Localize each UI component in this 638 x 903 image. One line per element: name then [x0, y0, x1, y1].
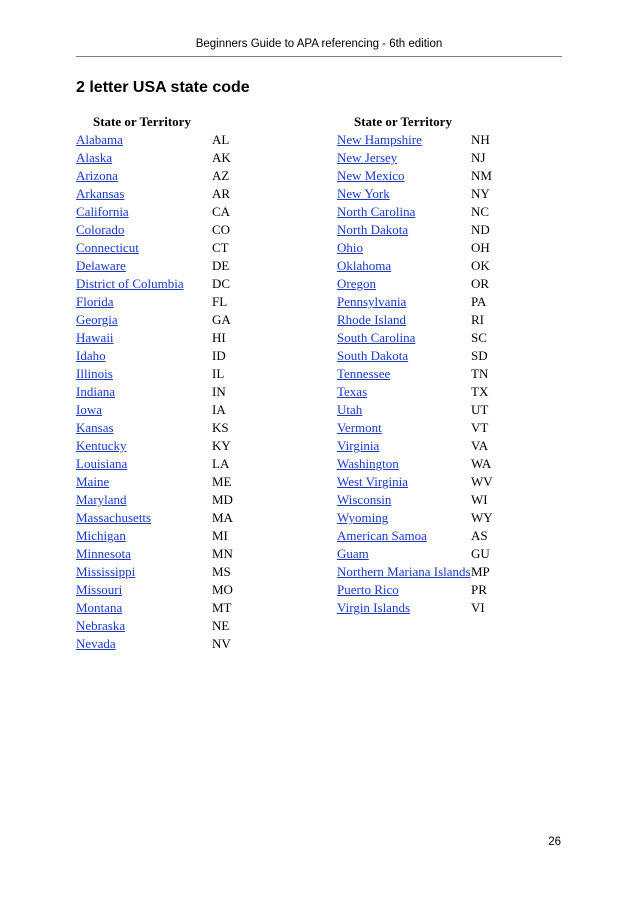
state-code: PA — [471, 294, 487, 309]
state-code: MT — [212, 600, 232, 615]
state-name-link[interactable]: Washington — [337, 456, 399, 471]
state-row — [337, 563, 493, 581]
state-name-link[interactable]: Kentucky — [76, 438, 127, 453]
state-row — [76, 617, 233, 635]
state-code: ME — [212, 474, 232, 489]
state-code: LA — [212, 456, 230, 471]
state-name-link[interactable]: Pennsylvania — [337, 294, 407, 309]
state-name-link[interactable]: Iowa — [76, 402, 102, 417]
state-code: AR — [212, 186, 231, 201]
page-title: 2 letter USA state code — [76, 79, 250, 96]
state-code: KY — [212, 438, 231, 453]
state-row — [76, 365, 233, 383]
state-row — [76, 599, 233, 617]
state-code: AS — [471, 528, 488, 543]
state-row — [76, 257, 233, 275]
state-name-link[interactable]: Indiana — [76, 384, 115, 399]
state-code: CA — [212, 204, 231, 219]
state-row — [337, 527, 493, 545]
state-name-link[interactable]: Oklahoma — [337, 258, 392, 273]
state-name-link[interactable]: District of Columbia — [76, 276, 184, 291]
state-code: OK — [471, 258, 490, 273]
state-code: ND — [471, 222, 490, 237]
state-list-right — [337, 131, 493, 617]
state-row — [76, 419, 233, 437]
state-code: WI — [471, 492, 488, 507]
state-code: MS — [212, 564, 231, 579]
state-code: MN — [212, 546, 233, 561]
page-number: 26 — [548, 836, 561, 848]
state-row — [337, 599, 493, 617]
state-code: WY — [471, 510, 493, 525]
state-code: VT — [471, 420, 489, 435]
state-code: WA — [471, 456, 492, 471]
state-row — [76, 347, 233, 365]
state-row — [76, 311, 233, 329]
state-name-link[interactable]: Virgin Islands — [337, 600, 411, 615]
state-name-link[interactable]: Alabama — [76, 132, 123, 147]
state-row — [337, 437, 493, 455]
state-row — [76, 275, 233, 293]
state-name-link[interactable]: Missouri — [76, 582, 123, 597]
state-name-link[interactable]: Guam — [337, 546, 369, 561]
state-code: NM — [471, 168, 492, 183]
column-header-left: State or Territory — [93, 114, 191, 129]
state-name-link[interactable]: Arizona — [76, 168, 118, 183]
state-name-link[interactable]: Hawaii — [76, 330, 114, 345]
state-code: VI — [471, 600, 485, 615]
state-row — [76, 545, 233, 563]
state-row — [337, 491, 493, 509]
state-name-link[interactable]: Virginia — [337, 438, 380, 453]
state-row — [337, 329, 493, 347]
state-code: SD — [471, 348, 488, 363]
state-row — [76, 203, 233, 221]
state-row — [76, 635, 233, 653]
state-code: DE — [212, 258, 230, 273]
state-row — [76, 131, 233, 149]
state-code: IL — [212, 366, 225, 381]
column-header-right: State or Territory — [354, 114, 452, 129]
state-row — [337, 311, 493, 329]
state-name-link[interactable]: New Hampshire — [337, 132, 422, 147]
state-row — [76, 473, 233, 491]
state-name-link[interactable]: Georgia — [76, 312, 118, 327]
state-code: AZ — [212, 168, 230, 183]
state-row — [76, 437, 233, 455]
state-code: KS — [212, 420, 229, 435]
state-row — [76, 401, 233, 419]
state-name-link[interactable]: Puerto Rico — [337, 582, 399, 597]
state-code: AK — [212, 150, 231, 165]
state-row — [337, 131, 493, 149]
state-code: OR — [471, 276, 490, 291]
state-name-link[interactable]: Utah — [337, 402, 363, 417]
state-row — [337, 149, 493, 167]
state-row — [76, 563, 233, 581]
state-row — [337, 473, 493, 491]
state-row — [76, 329, 233, 347]
state-name-link[interactable]: Alaska — [76, 150, 113, 165]
state-code: ID — [212, 348, 226, 363]
state-name-link[interactable]: Rhode Island — [337, 312, 406, 327]
state-name-link[interactable]: Ohio — [337, 240, 363, 255]
state-row — [337, 509, 493, 527]
state-code: GA — [212, 312, 231, 327]
state-row — [337, 455, 493, 473]
state-row — [337, 347, 493, 365]
state-code: GU — [471, 546, 490, 561]
state-row — [337, 185, 493, 203]
state-row — [76, 581, 233, 599]
state-code: NV — [212, 636, 231, 651]
state-code: IN — [212, 384, 226, 399]
state-row — [76, 491, 233, 509]
state-name-link[interactable]: New Mexico — [337, 168, 405, 183]
state-name-link[interactable]: Oregon — [337, 276, 376, 291]
state-code: IA — [212, 402, 226, 417]
state-row — [337, 275, 493, 293]
state-row — [337, 167, 493, 185]
state-code: WV — [471, 474, 493, 489]
state-row — [76, 239, 233, 257]
header-divider — [76, 56, 562, 57]
state-name-link[interactable]: Wisconsin — [337, 492, 392, 507]
state-code: NH — [471, 132, 490, 147]
state-row — [76, 383, 233, 401]
state-row — [337, 545, 493, 563]
state-name-link[interactable]: Delaware — [76, 258, 126, 273]
state-code: MI — [212, 528, 228, 543]
state-code: PR — [471, 582, 487, 597]
state-code: SC — [471, 330, 487, 345]
state-code: FL — [212, 294, 228, 309]
state-name-link[interactable]: Vermont — [337, 420, 382, 435]
state-code: MA — [212, 510, 233, 525]
state-name-link[interactable]: Connecticut — [76, 240, 139, 255]
state-code: MO — [212, 582, 233, 597]
state-code: OH — [471, 240, 490, 255]
state-name-link[interactable]: Colorado — [76, 222, 125, 237]
state-name-link[interactable]: Idaho — [76, 348, 106, 363]
state-column-right — [337, 113, 493, 617]
state-code: NC — [471, 204, 490, 219]
state-row — [76, 527, 233, 545]
state-list-left — [76, 131, 233, 653]
state-code: MP — [471, 564, 490, 579]
state-code: TN — [471, 366, 489, 381]
state-row — [76, 185, 233, 203]
state-name-link[interactable]: Louisiana — [76, 456, 128, 471]
state-name-link[interactable]: American Samoa — [337, 528, 427, 543]
state-column-left — [76, 113, 233, 653]
state-code: AL — [212, 132, 230, 147]
state-row — [76, 149, 233, 167]
state-code: HI — [212, 330, 226, 345]
state-row — [337, 221, 493, 239]
state-name-link[interactable]: California — [76, 204, 129, 219]
state-name-link[interactable]: New York — [337, 186, 390, 201]
state-code: NY — [471, 186, 490, 201]
state-code: CO — [212, 222, 231, 237]
state-code: VA — [471, 438, 489, 453]
state-row — [337, 203, 493, 221]
state-row — [337, 401, 493, 419]
state-name-link[interactable]: Illinois — [76, 366, 113, 381]
page-header: Beginners Guide to APA referencing - 6th edition — [195, 38, 443, 50]
state-code: TX — [471, 384, 489, 399]
state-code: NJ — [471, 150, 486, 165]
state-name-link[interactable]: South Carolina — [337, 330, 416, 345]
state-name-link[interactable]: Arkansas — [76, 186, 125, 201]
state-name-link[interactable]: Florida — [76, 294, 114, 309]
state-name-link[interactable]: Tennessee — [337, 366, 391, 381]
state-name-link[interactable]: Maine — [76, 474, 110, 489]
state-name-link[interactable]: Wyoming — [337, 510, 389, 525]
state-name-link[interactable]: Montana — [76, 600, 123, 615]
state-row — [337, 257, 493, 275]
state-row — [337, 293, 493, 311]
state-code: DC — [212, 276, 231, 291]
state-name-link[interactable]: North Dakota — [337, 222, 409, 237]
state-row — [76, 509, 233, 527]
state-name-link[interactable]: Nevada — [76, 636, 116, 651]
state-row — [337, 419, 493, 437]
state-row — [337, 383, 493, 401]
state-row — [337, 239, 493, 257]
state-name-link[interactable]: Michigan — [76, 528, 126, 543]
state-name-link[interactable]: Nebraska — [76, 618, 126, 633]
state-name-link[interactable]: Minnesota — [76, 546, 131, 561]
state-code: UT — [471, 402, 489, 417]
state-row — [76, 167, 233, 185]
state-name-link[interactable]: Mississippi — [76, 564, 136, 579]
state-name-link[interactable]: Maryland — [76, 492, 127, 507]
state-row — [337, 581, 493, 599]
state-name-link[interactable]: West Virginia — [337, 474, 408, 489]
state-name-link[interactable]: New Jersey — [337, 150, 398, 165]
state-name-link[interactable]: Northern Mariana Islands — [337, 564, 471, 579]
state-name-link[interactable]: North Carolina — [337, 204, 416, 219]
state-row — [76, 455, 233, 473]
state-row — [76, 293, 233, 311]
state-name-link[interactable]: South Dakota — [337, 348, 409, 363]
state-name-link[interactable]: Massachusetts — [76, 510, 152, 525]
state-code: NE — [212, 618, 230, 633]
state-name-link[interactable]: Kansas — [76, 420, 114, 435]
state-row — [337, 365, 493, 383]
state-code: RI — [471, 312, 484, 327]
state-name-link[interactable]: Texas — [337, 384, 368, 399]
state-row — [76, 221, 233, 239]
state-code: CT — [212, 240, 229, 255]
state-code: MD — [212, 492, 233, 507]
